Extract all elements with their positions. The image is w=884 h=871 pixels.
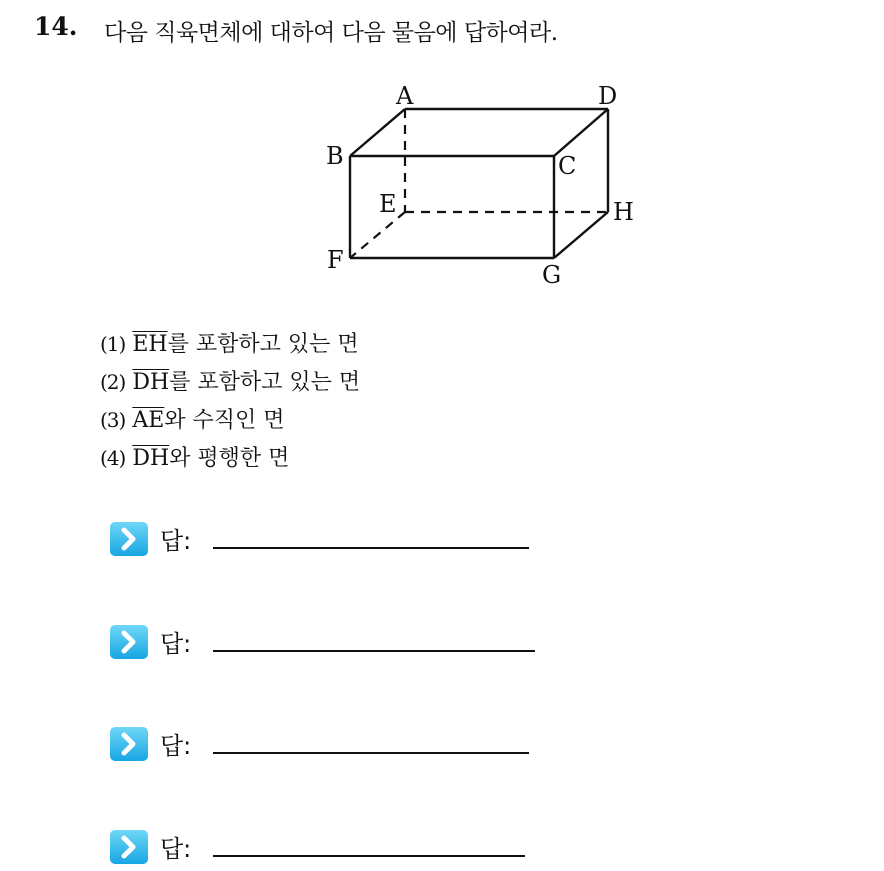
- edge-GH: [554, 212, 608, 258]
- vertex-label-G: G: [542, 261, 562, 289]
- sub-question-1: [100, 327, 359, 358]
- edge-CD: [554, 109, 608, 156]
- sub-question-number: (1): [100, 332, 126, 356]
- sub-question-text: 를 포함하고 있는 면: [169, 370, 361, 395]
- vertex-label-B: B: [326, 142, 344, 170]
- segment-label: $\overline{AE}$: [132, 408, 165, 433]
- vertex-label-A: A: [396, 82, 414, 110]
- sub-question-text: 와 평행한 면: [169, 446, 290, 471]
- sub-question-text: 와 수직인 면: [164, 408, 285, 433]
- sub-question-4: [100, 441, 289, 472]
- answer-blank[interactable]: [213, 855, 525, 857]
- question-text: 다음 직육면체에 대하여 다음 물음에 답하여라.: [104, 20, 558, 46]
- vertex-label-C: C: [558, 152, 577, 180]
- sub-question-number: (4): [100, 446, 126, 470]
- answer-label: 답:: [160, 527, 192, 555]
- vertex-label-E: E: [379, 190, 397, 218]
- edge-EF-hidden: [350, 212, 405, 258]
- vertex-label-D: D: [598, 82, 618, 110]
- chevron-right-icon: [110, 522, 148, 556]
- edge-BA: [350, 109, 405, 156]
- sub-question-number: (3): [100, 408, 126, 432]
- segment-label: $\overline{EH}$: [132, 332, 168, 357]
- vertex-label-F: F: [327, 246, 344, 274]
- sub-question-3: [100, 403, 285, 434]
- answer-label: 답:: [160, 630, 192, 658]
- chevron-right-icon: [110, 625, 148, 659]
- sub-question-text: 를 포함하고 있는 면: [167, 332, 359, 357]
- answer-label: 답:: [160, 732, 192, 760]
- answer-blank[interactable]: [213, 547, 529, 549]
- chevron-right-icon: [110, 830, 148, 864]
- answer-label: 답:: [160, 835, 192, 863]
- segment-label: $\overline{DH}$: [132, 370, 170, 395]
- cuboid-figure: [318, 78, 648, 290]
- cuboid-diagram: [318, 78, 648, 290]
- answer-blank[interactable]: [213, 650, 535, 652]
- chevron-right-icon: [110, 727, 148, 761]
- sub-question-2: [100, 365, 360, 396]
- sub-question-number: (2): [100, 370, 126, 394]
- question-number: 14.: [34, 12, 78, 41]
- answer-blank[interactable]: [213, 752, 529, 754]
- segment-label: $\overline{DH}$: [132, 446, 170, 471]
- vertex-label-H: H: [613, 198, 634, 226]
